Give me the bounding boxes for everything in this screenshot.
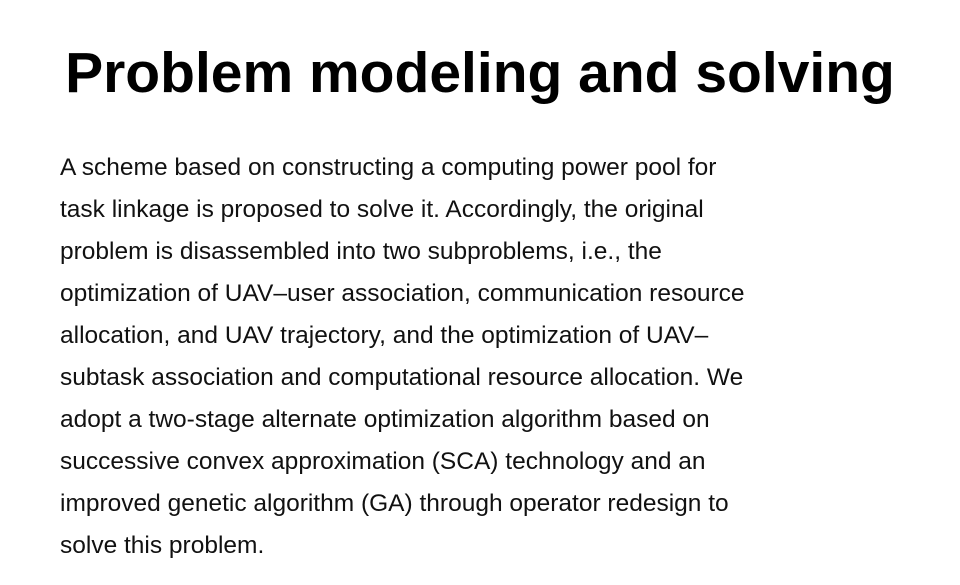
paragraph-line: subtask association and computational resource allocation. We xyxy=(60,364,744,391)
paragraph-line: A scheme based on constructing a computing power pool for xyxy=(60,154,717,181)
paragraph-line: task linkage is proposed to solve it. Accordingly, the original xyxy=(60,196,704,223)
slide-title: Problem modeling and solving xyxy=(65,41,895,105)
paragraph-line: improved genetic algorithm (GA) through operator redesign to xyxy=(60,490,729,517)
paragraph-line: optimization of UAV–user association, communication resource xyxy=(60,280,745,307)
paragraph-line: allocation, and UAV trajectory, and the optimization of UAV– xyxy=(60,322,709,349)
body-paragraph xyxy=(60,147,920,567)
paragraph-line: successive convex approximation (SCA) technology and an xyxy=(60,448,706,475)
paragraph-line: problem is disassembled into two subproblems, i.e., the xyxy=(60,238,662,265)
paragraph-line: solve this problem. xyxy=(60,532,265,559)
paragraph-line: adopt a two-stage alternate optimization algorithm based on xyxy=(60,406,710,433)
